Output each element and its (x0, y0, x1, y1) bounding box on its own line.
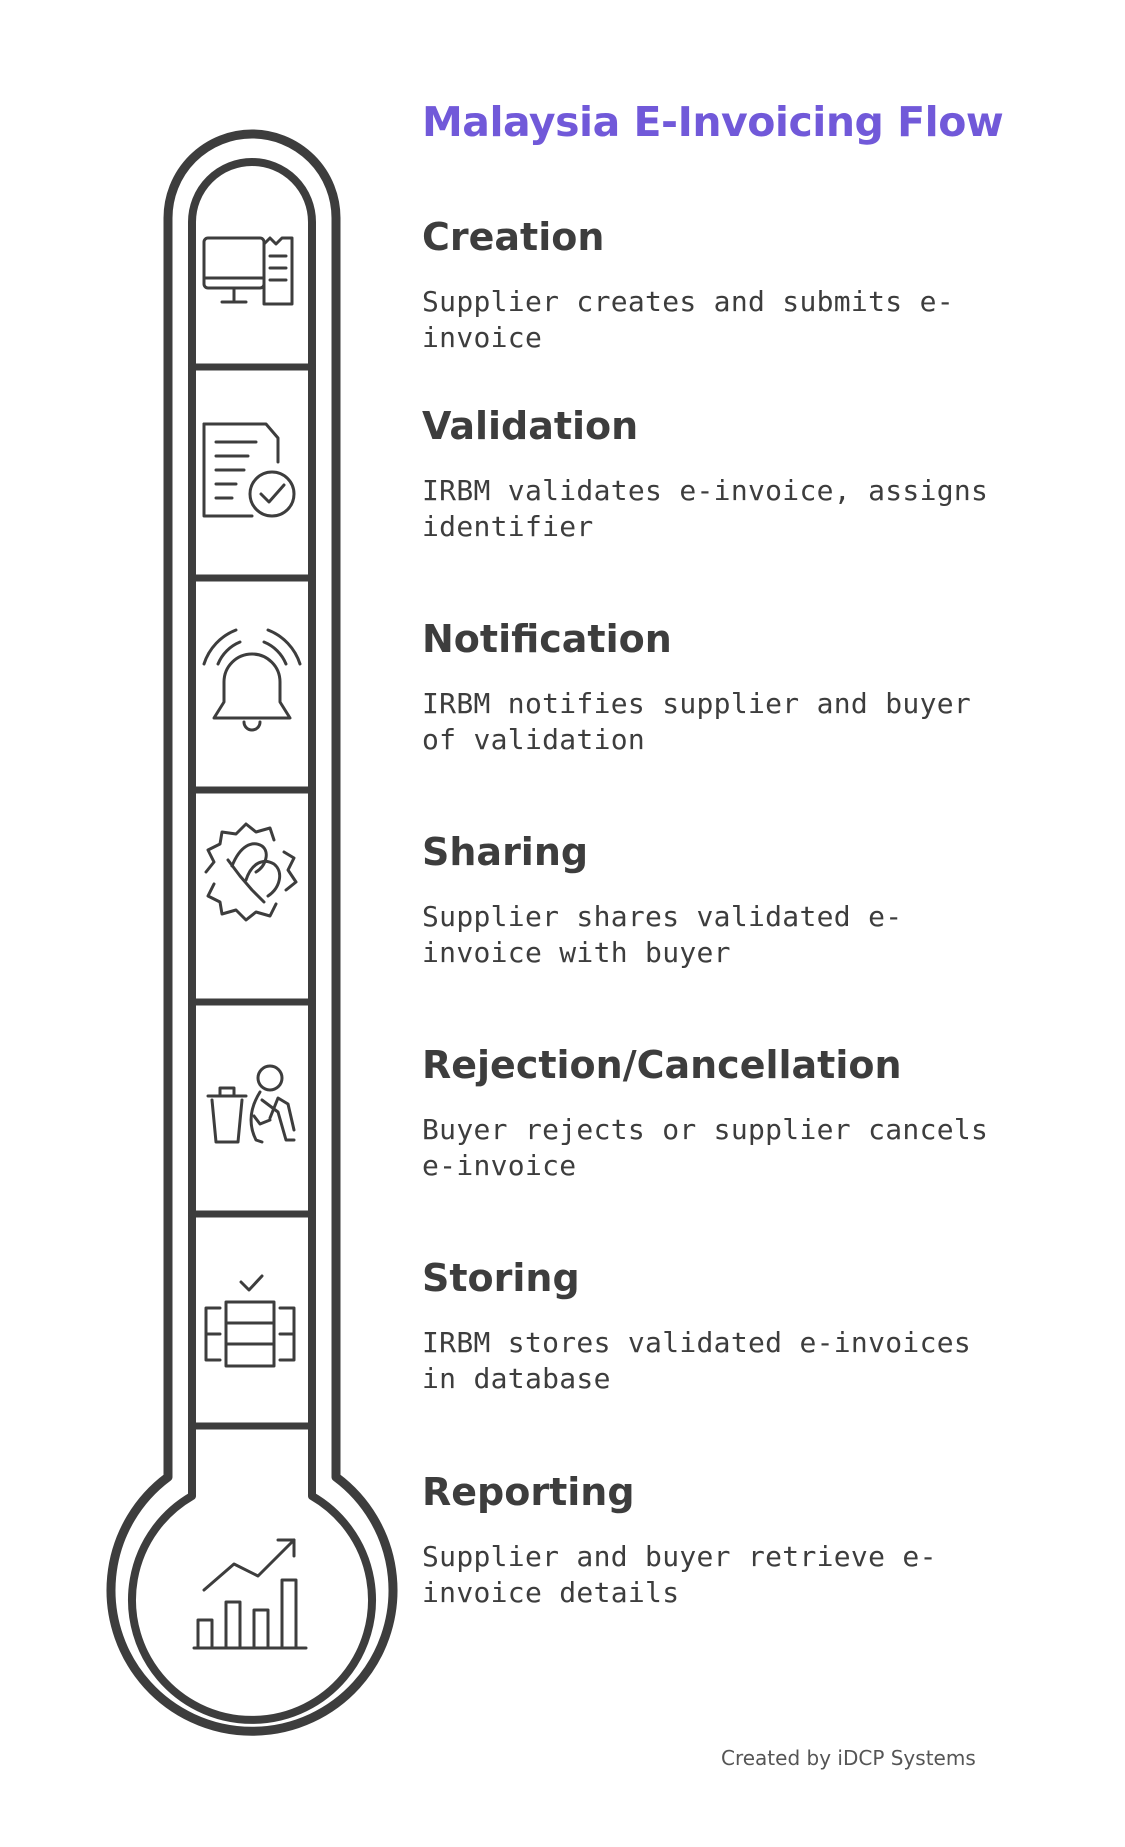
step-rejection-cancellation (422, 1042, 1012, 1184)
step-heading: Notification (422, 617, 672, 661)
step-description: IRBM notifies supplier and buyer of validation (422, 687, 972, 756)
growth-chart-icon (194, 1540, 306, 1648)
step-description: Supplier and buyer retrieve e-invoice details (422, 1540, 937, 1609)
step-description: Buyer rejects or supplier cancels e-invoice (422, 1113, 989, 1182)
step-description: Supplier creates and submits e-invoice (422, 285, 954, 354)
step-heading: Reporting (422, 1470, 635, 1514)
thermometer-graphic (0, 0, 420, 1847)
handshake-icon (206, 824, 296, 920)
database-check-icon (206, 1276, 294, 1366)
computer-receipt-icon (204, 238, 292, 304)
step-notification (422, 616, 1012, 758)
trash-person-icon (208, 1066, 294, 1142)
step-heading: Creation (422, 215, 605, 259)
step-description: IRBM validates e-invoice, assigns identifier (422, 474, 989, 543)
thermometer-outer-outline (111, 134, 393, 1731)
step-description: IRBM stores validated e-invoices in database (422, 1326, 972, 1395)
ringing-bell-icon (204, 630, 300, 730)
step-creation (422, 214, 1012, 356)
credit-text: Created by iDCP Systems (721, 1746, 976, 1770)
page-title: Malaysia E-Invoicing Flow (422, 98, 1004, 146)
step-heading: Validation (422, 404, 639, 448)
step-validation (422, 403, 1012, 545)
step-description: Supplier shares validated e-invoice with buyer (422, 900, 903, 969)
document-check-icon (204, 424, 294, 516)
step-heading: Sharing (422, 830, 589, 874)
step-sharing (422, 829, 1012, 971)
step-heading: Rejection/Cancellation (422, 1043, 902, 1087)
step-reporting (422, 1469, 1012, 1611)
step-storing (422, 1255, 1012, 1397)
step-heading: Storing (422, 1256, 580, 1300)
